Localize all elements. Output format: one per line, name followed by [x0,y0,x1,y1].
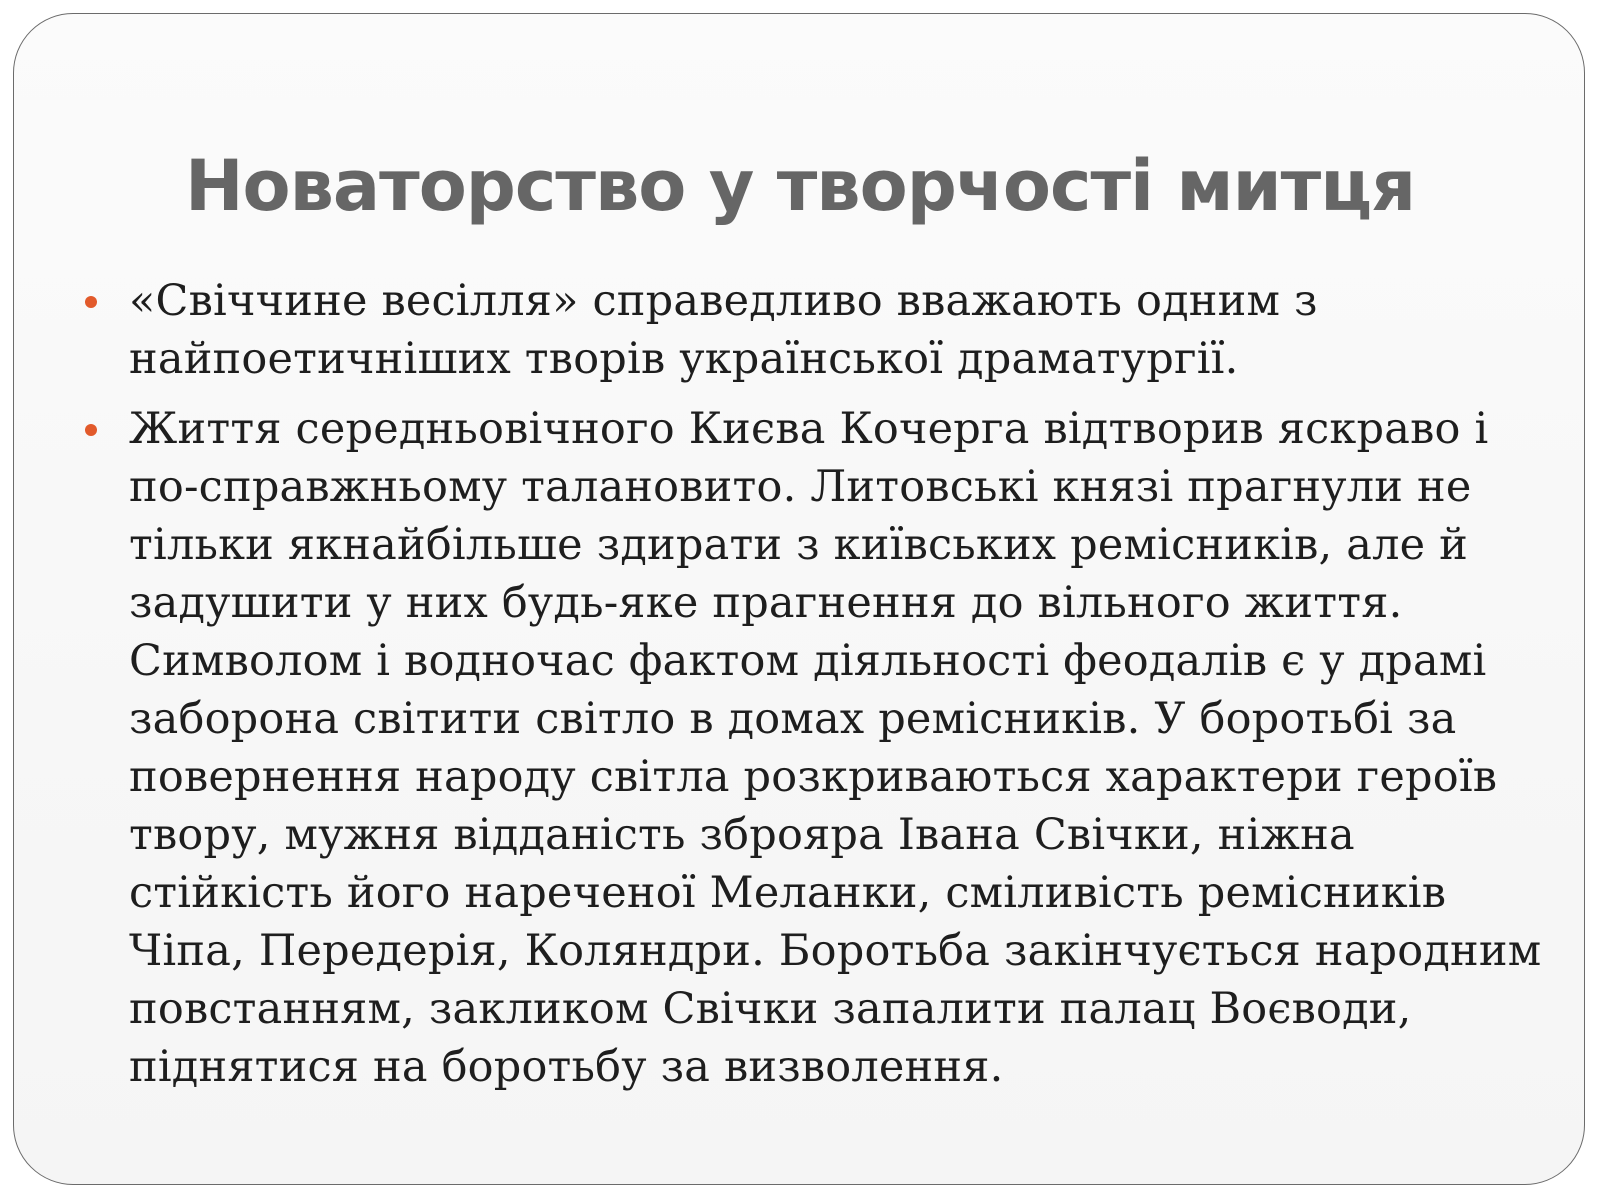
bullet-text: Життя середньовічного Києва Кочерга відтворив яскраво і по-справжньому талановито. Литовські князі прагнули не тільки якнайбільше здирати з київських ремісників, але й задушити у них будь-яке прагнення до вільного життя. Символом і водночас фактом діяльності феодалів є у драмі заборона світити світло в домах ремісників. У боротьбі за повернення народу світла розкриваються характери героїв твору, мужня відданість зброяра Івана Свічки, ніжна стійкість його нареченої Меланки, сміливість ремісників Чіпа, Передерія, Коляндри. Боротьба закінчується народним повстанням, закликом Свічки запалити палац Воєводи, піднятися на боротьбу за визволення. [129,404,1542,1092]
bullet-list [74,272,1564,1108]
slide-frame [13,13,1585,1185]
bullet-item [74,400,1564,1096]
slide-title: Новаторство у творчості митця [184,145,1416,227]
bullet-item [74,272,1564,388]
bullet-dot-icon [85,296,97,308]
bullet-text: «Свіччине весілля» справедливо вважають одним з найпоетичніших творів української драматургії. [129,276,1318,384]
bullet-dot-icon [85,424,97,436]
